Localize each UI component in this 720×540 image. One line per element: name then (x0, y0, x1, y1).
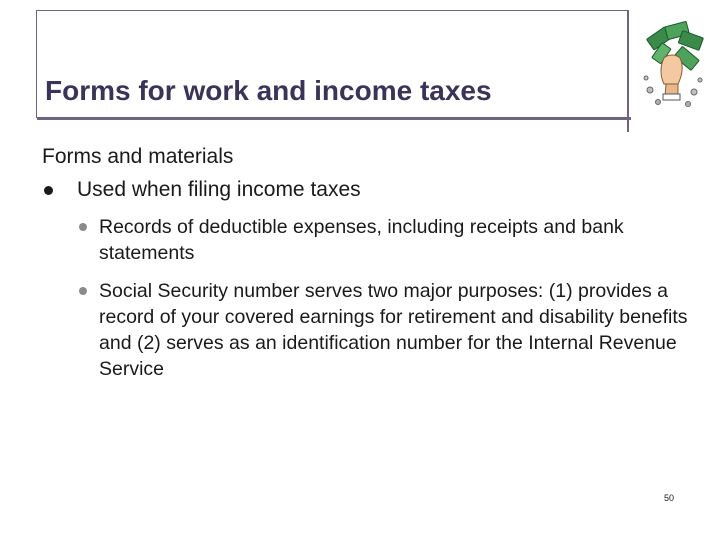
section-heading: Forms and materials (42, 145, 234, 168)
sub-bullet-dot (79, 287, 87, 295)
slide-title: Forms for work and income taxes (45, 75, 492, 106)
page-number: 50 (664, 493, 675, 503)
bullet-dot (44, 186, 53, 195)
bullet-text: Used when filing income taxes (77, 178, 361, 201)
title-underline (37, 117, 631, 120)
hand-holding-money-icon (638, 18, 708, 110)
sub-bullet-text: Social Security number serves two major purposes: (1) provides a record of your covered earnings for retirement and disability benefits and (2) serves as an identification number for the Internal Revenue Service (99, 280, 688, 380)
title-divider (627, 10, 629, 132)
sub-bullet-item (79, 278, 689, 382)
sub-bullet-text: Records of deductible expenses, including receipts and bank statements (99, 216, 624, 264)
bullet-item (44, 177, 361, 203)
sub-bullet-dot (79, 223, 87, 231)
sub-bullet-item (79, 214, 689, 266)
